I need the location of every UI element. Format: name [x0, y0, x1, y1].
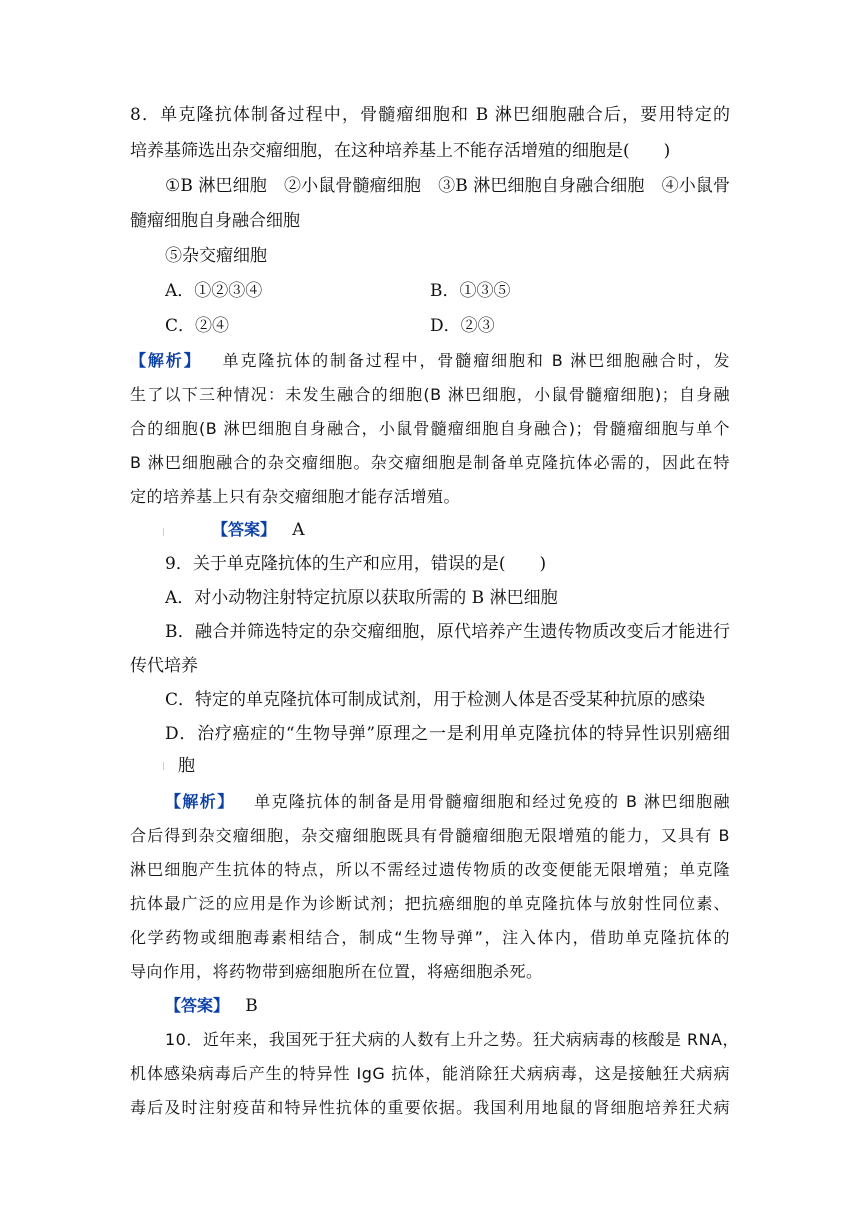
- q8-stem-line-2: 培养基筛选出杂交瘤细胞，在这种培养基上不能存活增殖的细胞是( ): [130, 141, 671, 161]
- q10-stem-line-2: 机体感染病毒后产生的特异性 IgG 抗体，能消除狂犬病病毒，这是接触狂犬病病: [130, 1064, 730, 1083]
- q9-analysis-text-1: 单克隆抗体的制备是用骨髓瘤细胞和经过免疫的 B 淋巴细胞融: [254, 792, 730, 811]
- q8-option-d: D．②③: [430, 316, 495, 336]
- q8-analysis-line-3: 合的细胞(B 淋巴细胞自身融合，小鼠骨髓瘤细胞自身融合)；骨髓瘤细胞与单个: [130, 419, 730, 438]
- q8-analysis-line-1: [130, 348, 730, 374]
- q9-analysis-line-2: 合后得到杂交瘤细胞，杂交瘤细胞既具有骨髓瘤细胞无限增殖的能力，又具有 B: [130, 826, 730, 845]
- q9-stem: 9．关于单克隆抗体的生产和应用，错误的是( ): [165, 554, 547, 574]
- q8-option-c: C．②④: [165, 316, 230, 336]
- q9-option-d-line-1: D．治疗癌症的“生物导弹”原理之一是利用单克隆抗体的特异性识别癌细: [165, 724, 730, 744]
- q8-items-line-1: ①B 淋巴细胞 ②小鼠骨髓瘤细胞 ③B 淋巴细胞自身融合细胞 ④小鼠骨: [165, 176, 730, 196]
- q9-analysis-line-4: 抗体最广泛的应用是作为诊断试剂；把抗癌细胞的单克隆抗体与放射性同位素、: [130, 894, 730, 913]
- q8-option-b: B．①③⑤: [430, 281, 511, 301]
- q8-items-line-3: ⑤杂交瘤细胞: [165, 246, 267, 266]
- q8-answer-line: [212, 517, 512, 543]
- q8-answer-label: 【答案】: [212, 520, 277, 539]
- margin-mark: [163, 528, 164, 536]
- q9-option-b-line-1: B．融合并筛选特定的杂交瘤细胞，原代培养产生遗传物质改变后才能进行: [165, 622, 730, 642]
- q8-analysis-line-2: 生了以下三种情况：未发生融合的细胞(B 淋巴细胞，小鼠骨髓瘤细胞)；自身融: [130, 385, 730, 404]
- q9-analysis-label: 【解析】: [165, 792, 235, 811]
- q9-answer-line: [165, 993, 465, 1019]
- q10-stem-line-1: 10．近年来，我国死于狂犬病的人数有上升之势。狂犬病病毒的核酸是 RNA，: [165, 1030, 739, 1049]
- q8-analysis-line-5: 定的培养基上只有杂交瘤细胞才能存活增殖。: [130, 487, 461, 506]
- q9-analysis-line-3: 淋巴细胞产生抗体的特点，所以不需经过遗传物质的改变便能无限增殖；单克隆: [130, 860, 730, 879]
- q9-analysis-line-6: 导向作用，将药物带到癌细胞所在位置，将癌细胞杀死。: [130, 962, 543, 981]
- q9-answer-label: 【答案】: [165, 996, 230, 1015]
- q9-option-a: A．对小动物注射特定抗原以获取所需的 B 淋巴细胞: [165, 588, 558, 608]
- q8-answer-value: A: [292, 520, 305, 540]
- margin-mark: [163, 762, 164, 770]
- q8-analysis-line-4: B 淋巴细胞融合的杂交瘤细胞。杂交瘤细胞是制备单克隆抗体必需的，因此在特: [130, 453, 730, 472]
- q9-option-d-line-2: 胞: [178, 756, 195, 776]
- q9-analysis-line-5: 化学药物或细胞毒素相结合，制成“生物导弹”，注入体内，借助单克隆抗体的: [130, 928, 730, 947]
- q8-analysis-text-1: 单克隆抗体的制备过程中，骨髓瘤细胞和 B 淋巴细胞融合时，发: [222, 351, 730, 370]
- q8-stem-line-1: 8．单克隆抗体制备过程中，骨髓瘤细胞和 B 淋巴细胞融合后，要用特定的: [130, 105, 730, 125]
- q8-option-a: A．①②③④: [165, 281, 263, 301]
- q9-analysis-line-1: [165, 789, 730, 815]
- q9-option-c: C．特定的单克隆抗体可制成试剂，用于检测人体是否受某种抗原的感染: [165, 690, 706, 710]
- q8-items-line-2: 髓瘤细胞自身融合细胞: [130, 211, 300, 231]
- q10-stem-line-3: 毒后及时注射疫苗和特异性抗体的重要依据。我国利用地鼠的肾细胞培养狂犬病: [130, 1098, 730, 1117]
- q9-answer-value: B: [245, 996, 258, 1016]
- q8-analysis-label: 【解析】: [130, 351, 202, 370]
- q9-option-b-line-2: 传代培养: [130, 656, 198, 676]
